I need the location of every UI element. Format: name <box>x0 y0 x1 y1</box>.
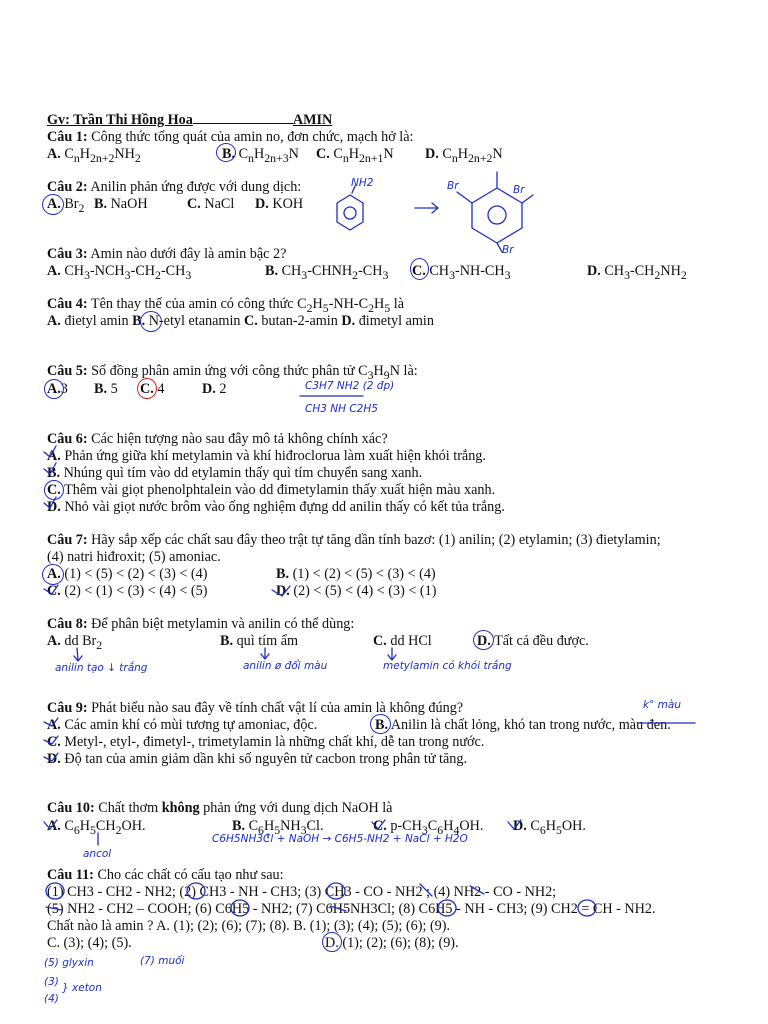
note-q8-c: metylamin có khói trắng <box>383 660 512 672</box>
note-q9: k° màu <box>643 699 681 711</box>
note-isomer-2: CH3 NH C2H5 <box>305 403 378 415</box>
q10-option-d: D. $C_6H_5OH$. <box>513 818 586 837</box>
note-q8-b: anilin ø đổi màu <box>243 660 328 672</box>
q6-option-d: D. Nhỏ vài giọt nước brôm vào ống nghiệm đựng dd anilin thấy có kết tủa trắng. <box>47 499 505 515</box>
q7-option-d: D. (2) < (5) < (4) < (3) < (1) <box>276 583 437 599</box>
q8-stem: Câu 8: Để phân biệt metylamin và anilin có thể dùng: <box>47 616 355 632</box>
q3-option-b: B. $CH_3-CHNH_2-CH_3$ <box>265 263 389 282</box>
q1-option-d: D. $C_nH_{2n+2}N$ <box>425 146 503 165</box>
q7-stem: Câu 7: Hãy sắp xếp các chất sau đây theo trật tự tăng dần tính bazơ: (1) anilin; (2) etylamin; (3) đietylamin; <box>47 532 661 548</box>
q11-option-c: C. (3); (4); (5). <box>47 935 132 951</box>
q3-stem: Câu 3: Amin nào dưới đây là amin bậc 2? <box>47 246 287 262</box>
q6-option-c: C. Thêm vài giọt phenolphtalein vào dd đimetylamin thấy xuất hiện màu xanh. <box>47 482 496 498</box>
q9-option-b: B. Anilin là chất lỏng, khó tan trong nước, màu đen. <box>375 717 671 733</box>
q11-line-3: Chất nào là amin ? A. (1); (2); (6); (7); (8). B. (1); (3); (4); (5); (6); (9). <box>47 918 451 934</box>
q2-stem: Câu 2: Anilin phản ứng được với dung dịch: <box>47 179 302 195</box>
q2-option-d: D. KOH <box>255 196 304 212</box>
q8-option-c: C. dd HCl <box>373 633 432 649</box>
q8-option-b: B. quì tím ẩm <box>220 633 299 649</box>
q8-option-d: D. Tất cả đều được. <box>477 633 589 649</box>
q6-option-a: A. Phản ứng giữa khí metylamin và khí hiđroclorua làm xuất hiện khói trắng. <box>47 448 486 464</box>
q6-stem: Câu 6: Các hiện tượng nào sau đây mô tả không chính xác? <box>47 431 388 447</box>
note-isomer-1: C3H7 NH2 (2 đp) <box>305 380 395 392</box>
q1-label: Câu 1: <box>47 129 88 145</box>
note-3: (3) <box>44 976 59 988</box>
benzene-ring-icon <box>337 195 363 230</box>
q9-option-d: D. Độ tan của amin giảm dần khi số nguyên tử cacbon trong phân tử tăng. <box>47 751 468 767</box>
q1-option-c: C. $C_nH_{2n+1}N$ <box>316 146 394 165</box>
q9-stem: Câu 9: Phát biểu nào sau đây về tính chất vật lí của amin là không đúng? <box>47 700 464 716</box>
q3-option-d: D. $CH_3-CH_2NH_2$ <box>587 263 687 282</box>
q8-option-a: A. dd $Br_2$ <box>47 633 103 652</box>
q4-options: A. đietyl amin B. N-etyl etanamin C. butan-2-amin D. đimetyl amin <box>47 313 434 329</box>
note-nh2: NH2 <box>351 177 374 189</box>
q2-option-b: B. NaOH <box>94 196 148 212</box>
q9-option-c: C. Metyl-, etyl-, đimetyl-, trimetylamin là những chất khí, dễ tan trong nước. <box>47 734 485 750</box>
q10-option-b: B. $C_6H_5NH_3Cl$. <box>232 818 324 837</box>
q7-option-b: B. (1) < (2) < (5) < (3) < (4) <box>276 566 436 582</box>
q1-option-a: A. $C_nH_{2n+2}NH_2$ <box>47 146 141 165</box>
q3-option-a: A. $CH_3-NCH_3-CH_2-CH_3$ <box>47 263 192 282</box>
q7-stem-2: (4) natri hiđroxit; (5) amoniac. <box>47 549 221 565</box>
q5-option-d: D. 2 <box>202 381 227 397</box>
note-4: (4) <box>44 993 59 1005</box>
note-ancol: ancol <box>83 848 112 860</box>
note-xeton: } xeton <box>62 982 102 994</box>
note-br: Br <box>502 244 514 256</box>
q11-line-2: (5) NH2 - CH2 – COOH; (6) C6H5 - NH2; (7) C6H5NH3Cl; (8) C6H5 - NH - CH3; (9) CH2 = CH - NH2. <box>47 901 656 917</box>
topic-title: AMIN <box>292 112 333 128</box>
q2-option-a: A. $Br_2$ <box>47 196 85 215</box>
q9-option-a: A. Các amin khí có mùi tương tự amoniac, độc. <box>47 717 318 733</box>
q11-option-d: D. (1); (2); (6); (8); (9). <box>325 935 459 951</box>
q5-option-b: B. 5 <box>94 381 118 397</box>
q10-stem: Câu 10: Chất thơm không phản ứng với dung dịch NaOH là <box>47 800 393 816</box>
note-br: Br <box>513 184 525 196</box>
q5-option-a: A.3 <box>47 381 68 397</box>
q5-stem: Câu 5: Số đồng phân amin ứng với công thức phân tử $C_3H_9N$ là: <box>47 363 418 382</box>
q7-option-c: C. (2) < (1) < (3) < (4) < (5) <box>47 583 208 599</box>
note-muoi: (7) muối <box>140 955 185 967</box>
benzene-ring-icon <box>472 188 522 243</box>
q1-text: Công thức tổng quát của amin no, đơn chức, mạch hở là: <box>91 129 414 145</box>
q5-option-c: C. 4 <box>140 381 165 397</box>
q7-option-a: A. (1) < (5) < (2) < (3) < (4) <box>47 566 208 582</box>
note-equation: C6H5NH3Cl + NaOH → C6H5-NH2 + NaCl + H2O <box>212 833 468 845</box>
q10-option-c: C. $p-CH_3C_6H_4OH$. <box>373 818 484 837</box>
note-br: Br <box>447 180 459 192</box>
note-glyxin: (5) glyxin <box>44 957 94 969</box>
q6-option-b: B. Nhúng quì tím vào dd etylamin thấy quì tím chuyển sang xanh. <box>47 465 423 481</box>
q11-line-1: (1) CH3 - CH2 - NH2; (2) CH3 - NH - CH3; (3) CH3 - CO - NH2 ; (4) NH2 - CO - NH2; <box>47 884 557 900</box>
q2-option-c: C. NaCl <box>187 196 235 212</box>
q3-option-c: C. $CH_3-NH-CH_3$ <box>412 263 511 282</box>
q10-option-a: A. $C_6H_5CH_2OH$. <box>47 818 146 837</box>
q4-stem: Câu 4: Tên thay thế của amin có công thức $C_2H_5-NH-C_2H_5$ là <box>47 296 404 315</box>
note-q8-a: anilin tạo ↓ trắng <box>55 662 148 674</box>
teacher-name: Gv: Trần Thi Hồng Hoa <box>47 112 193 128</box>
q11-stem: Câu 11: Cho các chất có cấu tạo như sau: <box>47 867 284 883</box>
q1-option-b: B. $C_nH_{2n+3}N$ <box>222 146 299 165</box>
